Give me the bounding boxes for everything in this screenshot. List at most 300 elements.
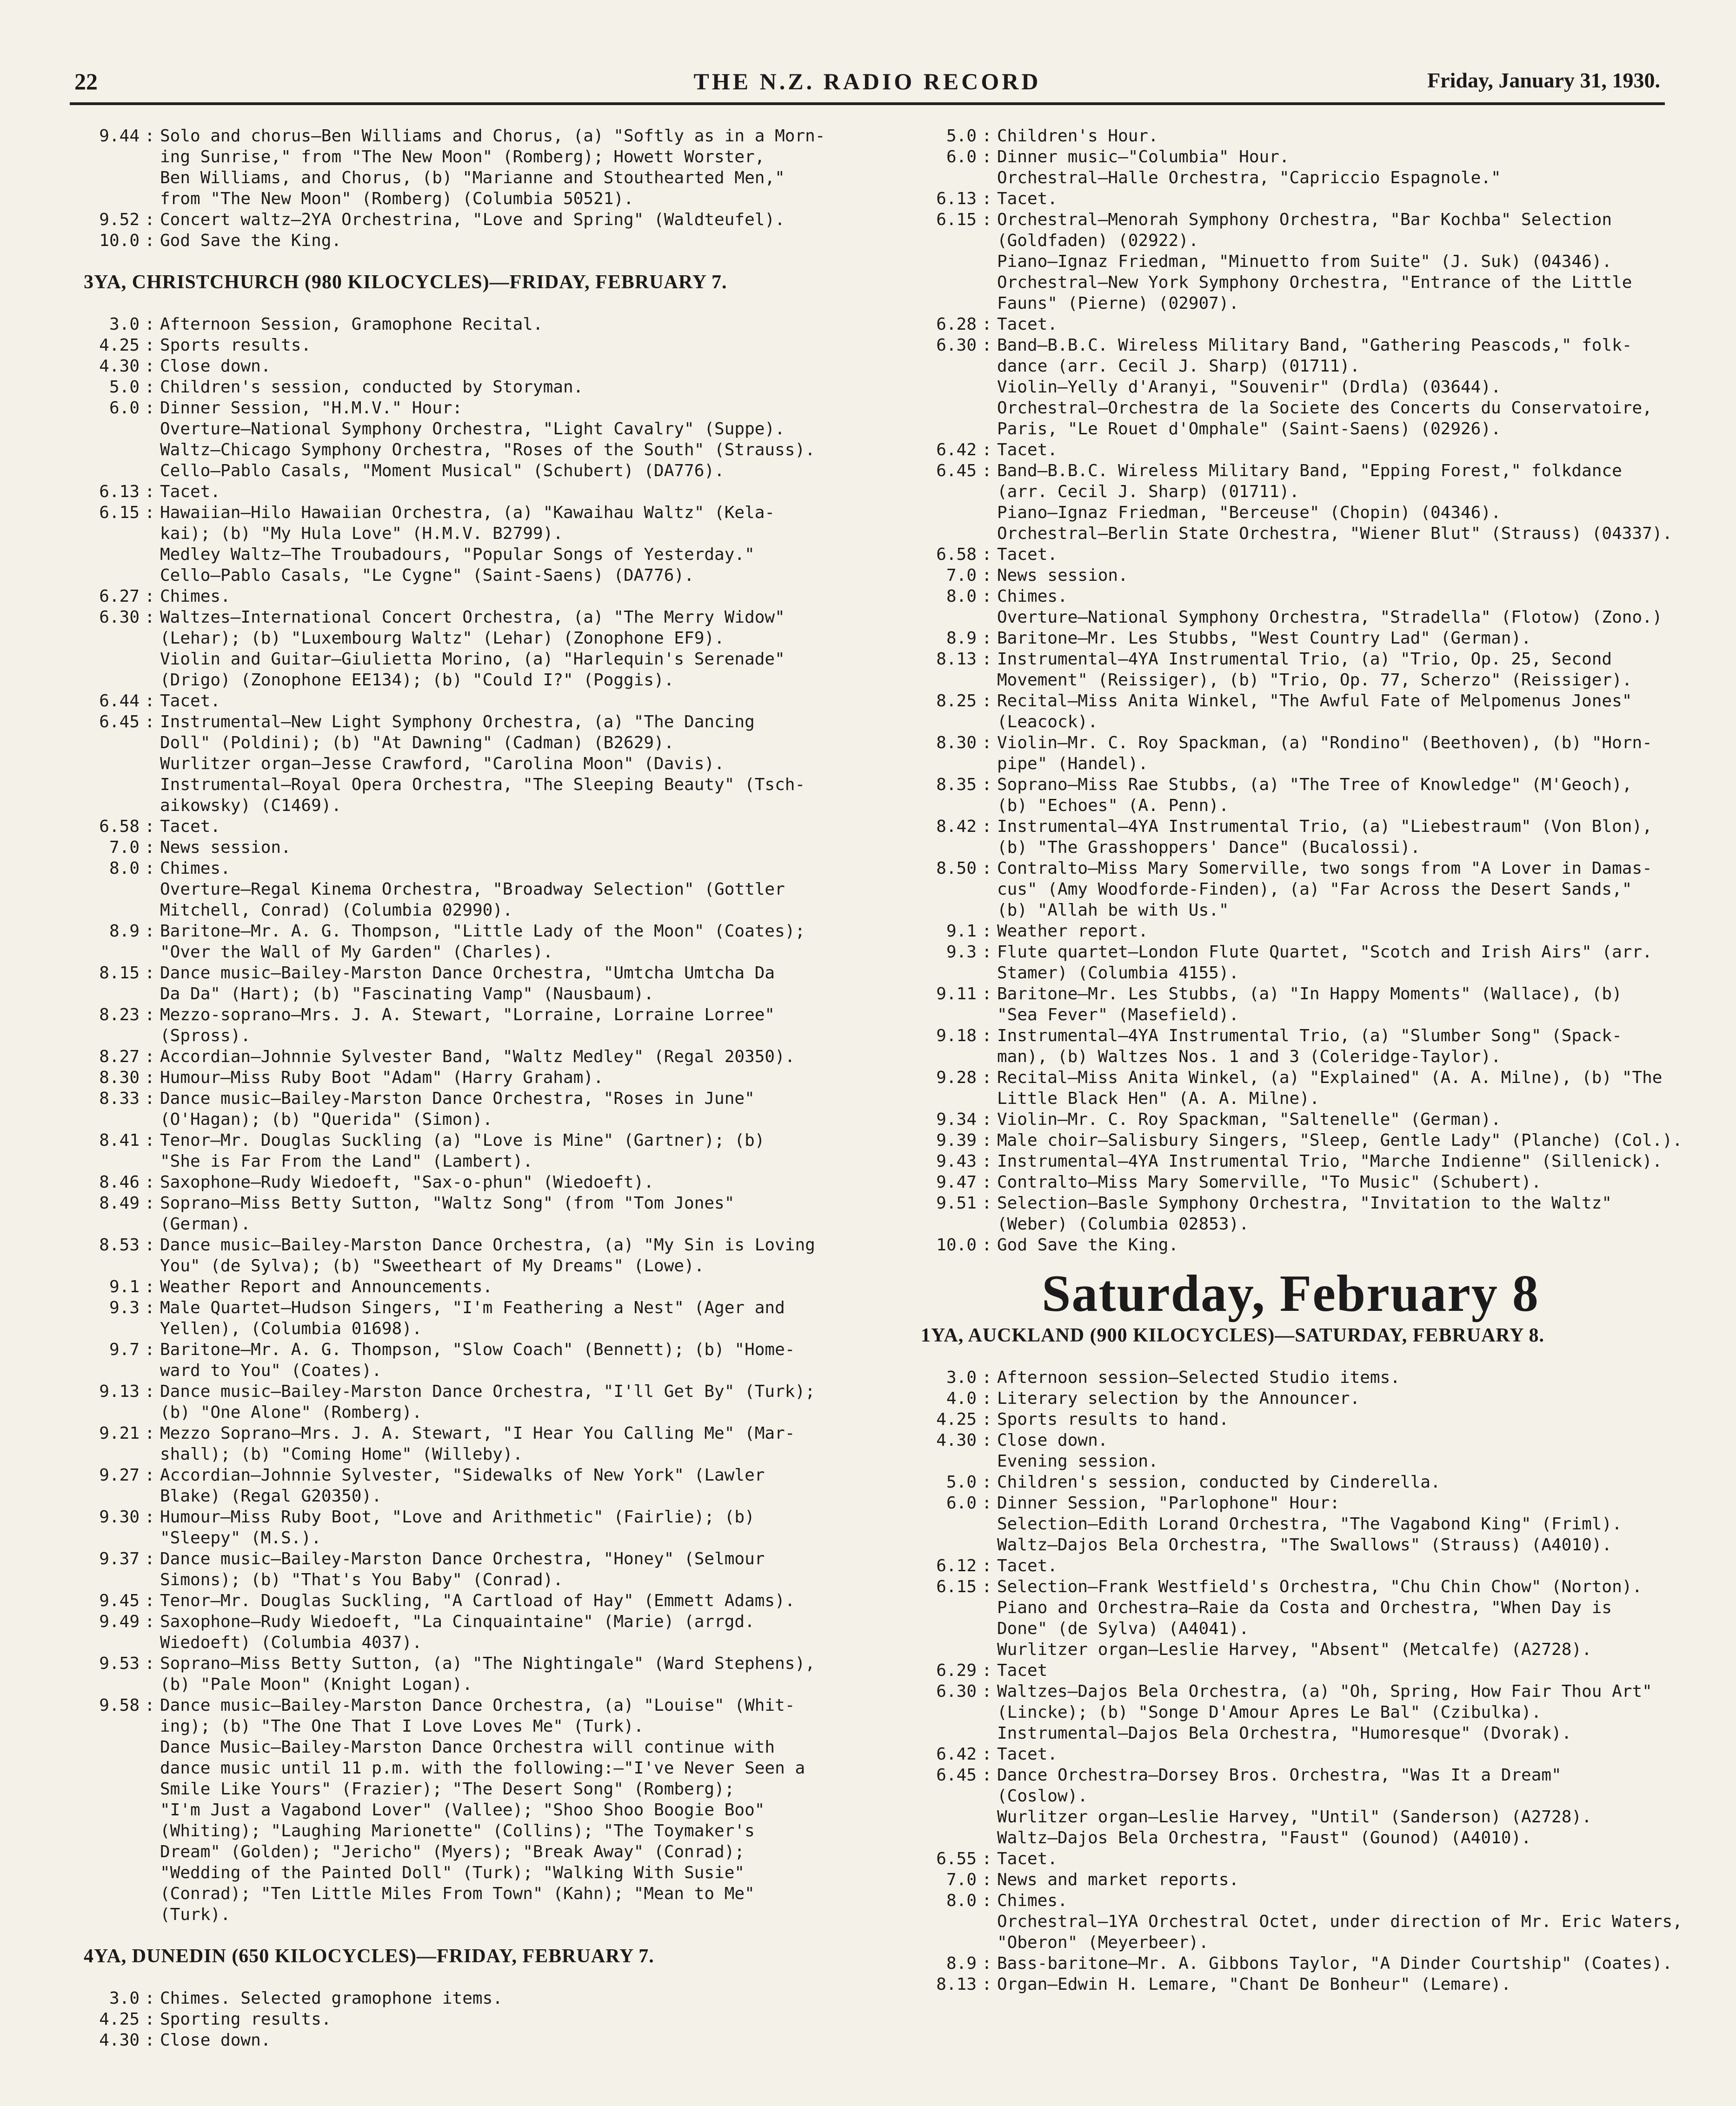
program-time: 9.37 — [99, 1549, 140, 1568]
program-entry — [70, 586, 902, 607]
program-text: Tacet. — [997, 189, 1058, 208]
program-text: Tacet. — [997, 545, 1058, 564]
program-line-continued — [70, 1779, 902, 1800]
program-line — [907, 942, 1674, 963]
program-line-continued — [907, 356, 1674, 377]
program-text: Mezzo Soprano—Mrs. J. A. Stewart, "I Hear You Calling Me" (Mar- — [160, 1424, 795, 1443]
program-list — [907, 1367, 1683, 1995]
program-text: (Coslow). — [997, 1787, 1088, 1806]
program-text: Orchestral—New York Symphony Orchestra, "Entrance of the Little — [997, 273, 1632, 292]
program-text: Evening session. — [997, 1452, 1158, 1471]
program-time: 6.58 — [936, 545, 977, 564]
program-time: 8.30 — [99, 1068, 140, 1087]
program-text: Soprano—Miss Betty Sutton, (a) "The Nightingale" (Ward Stephens), — [160, 1654, 815, 1673]
program-text: Dance music—Bailey-Marston Dance Orchestra, "Honey" (Selmour — [160, 1549, 765, 1568]
program-text: Selection—Frank Westfield's Orchestra, "Chu Chin Chow" (Norton). — [997, 1577, 1643, 1596]
program-line — [907, 1067, 1674, 1088]
program-line-continued — [70, 544, 902, 565]
program-line-continued — [70, 753, 902, 774]
program-line — [907, 628, 1674, 649]
program-line-continued — [70, 774, 902, 795]
program-line — [907, 314, 1674, 335]
program-line — [70, 1988, 902, 2009]
program-line — [70, 356, 902, 377]
time-separator: : — [145, 1696, 155, 1715]
program-time: 7.0 — [946, 566, 977, 585]
program-line-continued — [907, 1004, 1674, 1025]
program-line — [70, 816, 902, 837]
program-time: 6.27 — [99, 587, 140, 606]
program-time: 6.55 — [936, 1849, 977, 1868]
program-time: 8.30 — [936, 733, 977, 752]
program-line — [70, 1172, 902, 1193]
program-line — [907, 1430, 1674, 1451]
program-line — [907, 858, 1674, 879]
time-separator: : — [145, 1466, 155, 1485]
program-text: Piano—Ignaz Friedman, "Berceuse" (Chopin) (04346). — [997, 503, 1501, 522]
program-entry — [907, 565, 1674, 586]
program-text: Afternoon session—Selected Studio items. — [997, 1368, 1400, 1387]
program-text: Humour—Miss Ruby Boot "Adam" (Harry Graham). — [160, 1068, 604, 1087]
program-text: Solo and chorus—Ben Williams and Chorus, (a) "Softly as in a Morn- — [160, 126, 825, 146]
program-entry — [907, 126, 1674, 146]
program-line — [907, 1974, 1674, 1995]
program-text: Ben Williams, and Chorus, (b) "Marianne and Stouthearted Men," — [160, 168, 785, 187]
program-entry — [907, 1660, 1674, 1681]
program-text: Waltzes—International Concert Orchestra, (a) "The Merry Widow" — [160, 608, 785, 627]
program-line-continued — [907, 607, 1674, 628]
program-time: 4.0 — [946, 1389, 977, 1408]
program-entry — [907, 1848, 1674, 1869]
program-time: 9.51 — [936, 1194, 977, 1213]
program-text: Selection—Edith Lorand Orchestra, "The Vagabond King" (Friml). — [997, 1515, 1622, 1534]
program-text: "Sea Fever" (Masefield). — [997, 1005, 1239, 1024]
program-text: ward to You" (Coates). — [160, 1361, 382, 1380]
program-text: pipe" (Handel). — [997, 754, 1149, 773]
program-line — [70, 314, 902, 335]
program-time: 8.25 — [936, 691, 977, 711]
program-entry — [907, 1172, 1674, 1193]
program-line-continued — [70, 1883, 902, 1904]
program-entry — [70, 314, 902, 335]
time-separator: : — [145, 1131, 155, 1150]
program-text: Orchestral—Halle Orchestra, "Capriccio Espagnole." — [997, 168, 1501, 187]
program-text: Instrumental—Dajos Bela Orchestra, "Humoresque" (Dvorak). — [997, 1724, 1572, 1743]
time-separator: : — [982, 1110, 992, 1129]
program-text: Dance Orchestra—Dorsey Bros. Orchestra, "Was It a Dream" — [997, 1766, 1562, 1785]
program-text: Blake) (Regal G20350). — [160, 1487, 382, 1506]
program-entry — [907, 1744, 1674, 1765]
time-separator: : — [982, 1954, 992, 1973]
program-text: Dance music—Bailey-Marston Dance Orchestra, "Umtcha Umtcha Da — [160, 963, 775, 983]
program-text: Orchestral—Menorah Symphony Orchestra, "Bar Kochba" Selection — [997, 210, 1612, 229]
left-column — [70, 126, 902, 2051]
program-text: Mitchell, Conrad) (Columbia 02990). — [160, 901, 513, 920]
program-line-continued — [70, 1214, 902, 1235]
program-text: Children's Hour. — [997, 126, 1158, 146]
program-text: Tacet. — [160, 817, 221, 836]
time-separator: : — [145, 1989, 155, 2008]
program-line-continued — [70, 1402, 902, 1423]
program-line — [907, 1193, 1674, 1214]
program-time: 9.47 — [936, 1173, 977, 1192]
program-line-continued — [907, 377, 1674, 398]
program-entry — [70, 1695, 902, 1925]
program-text: Afternoon Session, Gramophone Recital. — [160, 315, 543, 334]
program-line-continued — [907, 167, 1674, 188]
program-entry — [70, 1423, 902, 1465]
program-line — [907, 921, 1674, 942]
program-text: Done" (de Sylva) (A4041). — [997, 1619, 1249, 1638]
program-entry — [907, 1130, 1683, 1151]
program-time: 8.9 — [109, 922, 140, 941]
program-time: 4.25 — [936, 1410, 977, 1429]
program-entry — [70, 921, 902, 963]
time-separator: : — [982, 1682, 992, 1701]
program-text: Piano—Ignaz Friedman, "Minuetto from Suite" (J. Suk) (04346). — [997, 252, 1612, 271]
program-text: Little Black Hen" (A. A. Milne). — [997, 1089, 1320, 1108]
program-time: 8.23 — [99, 1005, 140, 1024]
program-entry — [70, 481, 902, 502]
time-separator: : — [145, 1277, 155, 1296]
program-line-continued — [907, 670, 1674, 691]
program-line — [907, 1409, 1674, 1430]
time-separator: : — [982, 817, 992, 836]
program-line-continued — [70, 628, 902, 649]
time-separator: : — [145, 126, 155, 146]
program-entry — [70, 209, 902, 230]
program-entry — [907, 1953, 1674, 1974]
program-line — [70, 1235, 902, 1256]
program-text: Stamer) (Columbia 4155). — [997, 963, 1239, 983]
program-time: 6.28 — [936, 315, 977, 334]
program-line-continued — [907, 1723, 1674, 1744]
program-text: Tacet. — [997, 440, 1058, 459]
program-text: Yellen), (Columbia 01698). — [160, 1319, 422, 1338]
program-time: 9.34 — [936, 1110, 977, 1129]
program-time: 9.18 — [936, 1026, 977, 1045]
program-entry — [907, 335, 1674, 439]
program-line — [70, 1046, 902, 1067]
time-separator: : — [982, 566, 992, 585]
program-line-continued — [907, 1932, 1674, 1953]
program-time: 6.45 — [99, 712, 140, 731]
program-entry — [70, 607, 902, 691]
program-text: Cello—Pablo Casals, "Moment Musical" (Schubert) (DA776). — [160, 461, 725, 480]
program-text: Children's session, conducted by Storyman. — [160, 378, 584, 397]
time-separator: : — [982, 1473, 992, 1492]
program-text: Tacet. — [997, 1849, 1058, 1868]
program-entry — [70, 377, 902, 398]
publication-title: THE N.Z. RADIO RECORD — [693, 68, 1041, 94]
program-entry — [70, 963, 902, 1004]
program-text: Dance music—Bailey-Marston Dance Orchestra, (a) "Louise" (Whit- — [160, 1696, 795, 1715]
program-text: Humour—Miss Ruby Boot, "Love and Arithmetic" (Fairlie); (b) — [160, 1508, 755, 1527]
program-line — [70, 607, 902, 628]
program-text: (Whiting); "Laughing Marionette" (Collins); "The Toymaker's — [160, 1821, 755, 1840]
program-line-continued — [907, 1911, 1683, 1932]
program-text: (Goldfaden) (02922). — [997, 231, 1199, 250]
program-entry — [70, 1611, 902, 1653]
time-separator: : — [145, 1089, 155, 1108]
time-separator: : — [982, 943, 992, 962]
program-time: 3.0 — [109, 315, 140, 334]
time-separator: : — [982, 1194, 992, 1213]
time-separator: : — [145, 817, 155, 836]
program-text: dance music until 11 p.m. with the following:—"I've Never Seen a — [160, 1759, 805, 1778]
time-separator: : — [982, 691, 992, 711]
program-text: Contralto—Miss Mary Somerville, two songs from "A Lover in Damas- — [997, 859, 1652, 878]
program-text: Dinner Session, "H.M.V." Hour: — [160, 399, 463, 418]
program-text: Recital—Miss Anita Winkel, "The Awful Fate of Melpomenus Jones" — [997, 691, 1632, 711]
time-separator: : — [145, 1508, 155, 1527]
program-line — [907, 1848, 1674, 1869]
program-text: (Turk). — [160, 1905, 231, 1924]
program-time: 8.13 — [936, 1975, 977, 1994]
time-separator: : — [145, 399, 155, 418]
time-separator: : — [145, 482, 155, 501]
program-line-continued — [70, 1716, 902, 1737]
program-line-continued — [907, 900, 1674, 921]
program-entry — [70, 1130, 902, 1172]
program-line — [907, 1953, 1674, 1974]
program-time: 8.46 — [99, 1173, 140, 1192]
program-entry — [70, 1548, 902, 1590]
program-time: 4.25 — [99, 336, 140, 355]
program-text: Band—B.B.C. Wireless Military Band, "Epping Forest," folkdance — [997, 461, 1622, 480]
program-entry — [907, 439, 1674, 460]
program-time: 9.13 — [99, 1382, 140, 1401]
program-line — [70, 837, 902, 858]
program-text: Movement" (Reissiger), (b) "Trio, Op. 77, Scherzo" (Reissiger). — [997, 671, 1632, 690]
program-text: Instrumental—New Light Symphony Orchestra, (a) "The Dancing — [160, 712, 755, 731]
program-text: Baritone—Mr. A. G. Thompson, "Little Lady of the Moon" (Coates); — [160, 922, 805, 941]
program-line-continued — [907, 1807, 1674, 1827]
program-text: "She is Far From the Land" (Lambert). — [160, 1152, 533, 1171]
program-line — [70, 1507, 902, 1528]
program-line — [907, 1151, 1674, 1172]
time-separator: : — [982, 1368, 992, 1387]
program-text: Violin—Mr. C. Roy Spackman, "Saltenelle" (German). — [997, 1110, 1501, 1129]
program-text: (Leacock). — [997, 712, 1098, 731]
program-text: Instrumental—Royal Opera Orchestra, "The Sleeping Beauty" (Tsch- — [160, 775, 805, 794]
program-text: (b) "One Alone" (Romberg). — [160, 1403, 422, 1422]
program-entry — [70, 1088, 902, 1130]
program-line — [907, 565, 1674, 586]
program-time: 4.30 — [936, 1431, 977, 1450]
program-entry — [70, 691, 902, 711]
program-time: 8.9 — [946, 629, 977, 648]
program-entry — [907, 1409, 1674, 1430]
program-time: 3.0 — [109, 1989, 140, 2008]
program-line — [907, 1765, 1674, 1786]
program-text: Piano and Orchestra—Raie da Costa and Orchestra, "When Day is — [997, 1598, 1612, 1617]
program-time: 8.27 — [99, 1047, 140, 1066]
program-text: Band—B.B.C. Wireless Military Band, "Gathering Peascods," folk- — [997, 336, 1632, 355]
program-list — [70, 1988, 902, 2051]
program-entry — [907, 1025, 1674, 1067]
program-text: (b) "Pale Moon" (Knight Logan). — [160, 1675, 472, 1694]
time-separator: : — [145, 1047, 155, 1066]
program-time: 9.3 — [946, 943, 977, 962]
program-entry — [907, 1067, 1674, 1109]
program-text: Soprano—Miss Rae Stubbs, (a) "The Tree of Knowledge" (M'Geoch), — [997, 775, 1632, 794]
program-line — [907, 1555, 1674, 1576]
program-entry — [907, 628, 1674, 649]
program-time: 6.44 — [99, 691, 140, 711]
program-line — [70, 963, 902, 983]
program-entry — [70, 1193, 902, 1235]
program-line-continued — [70, 146, 902, 167]
program-text: Chimes. — [160, 587, 231, 606]
time-separator: : — [982, 126, 992, 146]
program-time: 8.35 — [936, 775, 977, 794]
program-line-continued — [70, 460, 902, 481]
program-text: Chimes. — [160, 859, 231, 878]
program-line — [907, 1025, 1674, 1046]
program-time: 6.30 — [936, 336, 977, 355]
program-line-continued — [907, 230, 1674, 251]
program-line — [907, 126, 1674, 146]
program-line-continued — [907, 1451, 1674, 1472]
program-text: Chimes. Selected gramophone items. — [160, 1989, 503, 2008]
program-text: (arr. Cecil J. Sharp) (01711). — [997, 482, 1300, 501]
program-time: 5.0 — [946, 126, 977, 146]
time-separator: : — [982, 587, 992, 606]
program-time: 8.53 — [99, 1236, 140, 1255]
program-entry — [907, 1493, 1674, 1555]
program-line-continued — [907, 523, 1674, 544]
program-line-continued — [907, 419, 1674, 439]
program-line — [907, 983, 1674, 1004]
program-line-continued — [907, 1597, 1674, 1618]
program-line — [70, 398, 902, 419]
program-text: (Lehar); (b) "Luxembourg Waltz" (Lehar) (Zonophone EF9). — [160, 629, 725, 648]
program-line — [907, 1869, 1674, 1890]
program-line-continued — [70, 1632, 902, 1653]
program-text: Instrumental—4YA Instrumental Trio, (a) "Liebestraum" (Von Blon), — [997, 817, 1652, 836]
program-entry — [907, 1235, 1674, 1256]
program-line-continued — [70, 1904, 902, 1925]
program-text: Dance music—Bailey-Marston Dance Orchestra, "I'll Get By" (Turk); — [160, 1382, 815, 1401]
program-entry — [907, 1890, 1683, 1953]
program-entry — [70, 858, 902, 921]
program-entry — [70, 1339, 902, 1381]
program-text: Dance music—Bailey-Marston Dance Orchestra, (a) "My Sin is Loving — [160, 1236, 815, 1255]
program-line — [70, 1590, 902, 1611]
program-entry — [907, 1430, 1674, 1472]
program-entry — [70, 837, 902, 858]
time-separator: : — [982, 1766, 992, 1785]
program-text: Dinner music—"Columbia" Hour. — [997, 147, 1290, 166]
program-list — [70, 126, 902, 251]
program-line-continued — [907, 1514, 1674, 1535]
program-time: 9.21 — [99, 1424, 140, 1443]
program-line-continued — [70, 670, 902, 691]
time-separator: : — [145, 210, 155, 229]
program-time: 8.0 — [946, 1891, 977, 1910]
program-text: cus" (Amy Woodforde-Finden), (a) "Far Across the Desert Sands," — [997, 880, 1632, 899]
program-entry — [70, 335, 902, 356]
program-line — [70, 1193, 902, 1214]
time-separator: : — [982, 1577, 992, 1596]
program-time: 4.30 — [99, 357, 140, 376]
program-text: Waltz—Dajos Bela Orchestra, "Faust" (Gounod) (A4010). — [997, 1828, 1531, 1847]
program-line-continued — [70, 439, 902, 460]
program-line — [70, 2009, 902, 2030]
program-text: News session. — [160, 838, 291, 857]
program-text: Tacet. — [160, 482, 221, 501]
program-entry — [907, 921, 1674, 942]
program-text: Soprano—Miss Betty Sutton, "Waltz Song" (from "Tom Jones" — [160, 1194, 735, 1213]
program-line — [70, 1004, 902, 1025]
program-line — [907, 586, 1674, 607]
program-entry — [70, 816, 902, 837]
program-line — [70, 377, 902, 398]
program-time: 9.30 — [99, 1508, 140, 1527]
program-line — [907, 774, 1674, 795]
time-separator: : — [982, 1661, 992, 1680]
program-entry — [70, 1465, 902, 1507]
program-entry — [70, 1381, 902, 1423]
program-time: 8.13 — [936, 650, 977, 669]
program-text: Close down. — [997, 1431, 1108, 1450]
program-line-continued — [907, 398, 1674, 419]
program-entry — [907, 816, 1674, 858]
time-separator: : — [145, 315, 155, 334]
program-text: Hawaiian—Hilo Hawaiian Orchestra, (a) "Kawaihau Waltz" (Kela- — [160, 503, 775, 522]
program-text: Instrumental—4YA Instrumental Trio, (a) "Trio, Op. 25, Second — [997, 650, 1612, 669]
program-text: Wurlitzer organ—Jesse Crawford, "Carolina Moon" (Davis). — [160, 754, 725, 773]
program-text: ing); (b) "The One That I Love Loves Me" (Turk). — [160, 1717, 644, 1736]
time-separator: : — [145, 1424, 155, 1443]
time-separator: : — [982, 859, 992, 878]
program-text: Dream" (Golden); "Jericho" (Myers); "Break Away" (Conrad); — [160, 1842, 745, 1861]
time-separator: : — [145, 608, 155, 627]
program-time: 6.0 — [946, 1494, 977, 1513]
program-time: 6.42 — [936, 440, 977, 459]
program-entry — [907, 1472, 1674, 1493]
program-time: 9.27 — [99, 1466, 140, 1485]
program-text: Mezzo-soprano—Mrs. J. A. Stewart, "Lorraine, Lorraine Lorree" — [160, 1005, 775, 1024]
program-text: Tenor—Mr. Douglas Suckling, "A Cartload of Hay" (Emmett Adams). — [160, 1591, 795, 1610]
program-text: Sports results to hand. — [997, 1410, 1229, 1429]
program-line — [70, 1548, 902, 1569]
program-time: 9.7 — [109, 1340, 140, 1359]
program-time: 8.0 — [109, 859, 140, 878]
program-entry — [907, 774, 1674, 816]
time-separator: : — [145, 1005, 155, 1024]
program-entry — [70, 230, 902, 251]
program-entry — [907, 732, 1674, 774]
program-text: You" (de Sylva); (b) "Sweetheart of My Dreams" (Lowe). — [160, 1256, 705, 1276]
time-separator: : — [145, 1236, 155, 1255]
time-separator: : — [145, 336, 155, 355]
program-line-continued — [70, 1800, 902, 1820]
program-entry — [70, 1276, 902, 1297]
program-line-continued — [70, 523, 902, 544]
time-separator: : — [982, 1849, 992, 1868]
time-separator: : — [982, 440, 992, 459]
program-line — [907, 1660, 1674, 1681]
program-text: Sporting results. — [160, 2010, 332, 2029]
program-line — [70, 921, 902, 942]
program-text: Fauns" (Pierne) (02907). — [997, 294, 1239, 313]
program-entry — [70, 1235, 902, 1276]
program-line-continued — [907, 481, 1674, 502]
program-text: Tacet. — [997, 1745, 1058, 1764]
time-separator: : — [145, 712, 155, 731]
